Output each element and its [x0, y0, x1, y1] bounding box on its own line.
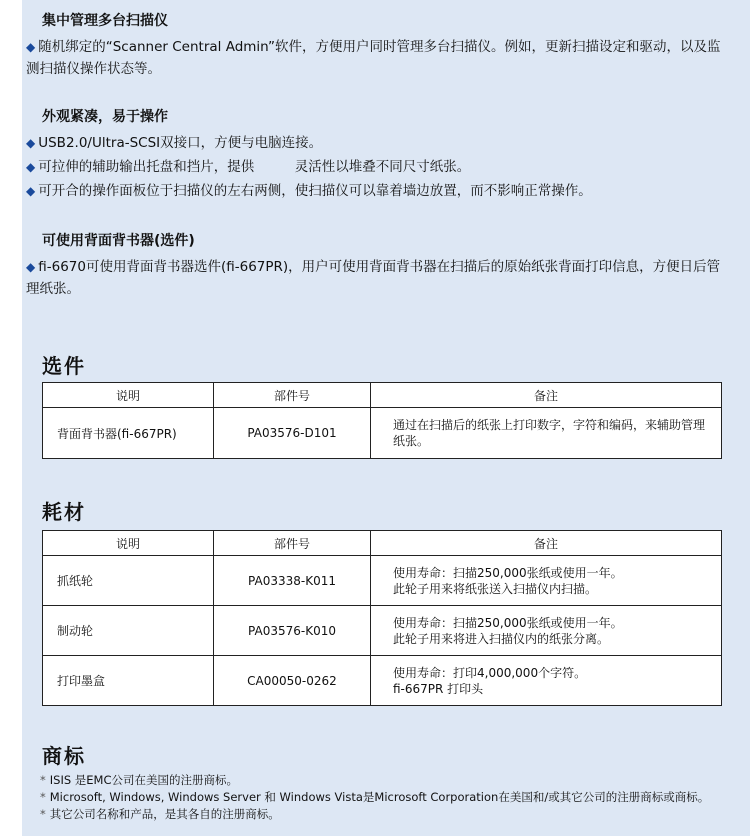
- part-cell: PA03576-K010: [214, 606, 371, 656]
- notes-cell: 使用寿命：打印4,000,000个字符。 fi-667PR 打印头: [371, 656, 722, 706]
- diamond-bullet-icon: ◆: [26, 136, 36, 150]
- feature-bullet: ◆ 随机绑定的“Scanner Central Admin”软件，方便用户同时管理多台扫描仪。例如，更新扫描设定和驱动，以及监测扫描仪操作状态等。: [26, 39, 721, 77]
- column-header: 说明: [43, 383, 214, 408]
- trademark-item: * Microsoft, Windows, Windows Server 和 Windows Vista是Microsoft Corporation在美国和/或其它公司的注册商标或商标。: [40, 790, 710, 804]
- asterisk-bullet-icon: *: [40, 773, 46, 787]
- table-header-row: [43, 531, 722, 556]
- diamond-bullet-icon: ◆: [26, 40, 36, 54]
- column-header: 备注: [371, 531, 722, 556]
- part-cell: PA03576-D101: [214, 408, 371, 459]
- column-header: 部件号: [214, 531, 371, 556]
- notes-cell: 使用寿命：扫描250,000张纸或使用一年。 此轮子用来将纸张送入扫描仪内扫描。: [371, 556, 722, 606]
- consumables-title: 耗材: [42, 500, 86, 524]
- part-cell: CA00050-0262: [214, 656, 371, 706]
- diamond-bullet-icon: ◆: [26, 184, 36, 198]
- desc-cell: 抓纸轮: [43, 556, 214, 606]
- trademark-item: * 其它公司名称和产品，是其各自的注册商标。: [40, 807, 280, 821]
- column-header: 部件号: [214, 383, 371, 408]
- options-table: [42, 382, 722, 459]
- desc-cell: 制动轮: [43, 606, 214, 656]
- feature-heading: 外观紧凑，易于操作: [42, 109, 168, 125]
- notes-cell: 通过在扫描后的纸张上打印数字，字符和编码，来辅助管理纸张。: [371, 408, 722, 459]
- feature-heading: 集中管理多台扫描仪: [42, 13, 168, 29]
- table-row: [43, 656, 722, 706]
- feature-bullet: ◆ 可拉伸的辅助输出托盘和挡片，提供 灵活性以堆叠不同尺寸纸张。: [26, 159, 471, 175]
- asterisk-bullet-icon: *: [40, 807, 46, 821]
- feature-heading: 可使用背面背书器(选件): [42, 233, 195, 249]
- table-row: [43, 408, 722, 459]
- diamond-bullet-icon: ◆: [26, 260, 36, 274]
- column-header: 说明: [43, 531, 214, 556]
- notes-cell: 使用寿命：扫描250,000张纸或使用一年。 此轮子用来将进入扫描仪内的纸张分离。: [371, 606, 722, 656]
- trademarks-title: 商标: [42, 744, 86, 768]
- diamond-bullet-icon: ◆: [26, 160, 36, 174]
- asterisk-bullet-icon: *: [40, 790, 46, 804]
- desc-cell: 打印墨盒: [43, 656, 214, 706]
- table-header-row: [43, 383, 722, 408]
- feature-bullet: ◆ USB2.0/Ultra-SCSI双接口，方便与电脑连接。: [26, 135, 323, 151]
- feature-bullet: ◆ fi-6670可使用背面背书器选件(fi-667PR)，用户可使用背面背书器在扫描后的原始纸张背面打印信息，方便日后管理纸张。: [26, 259, 721, 297]
- options-title: 选件: [42, 354, 86, 378]
- table-row: [43, 606, 722, 656]
- table-row: [43, 556, 722, 606]
- part-cell: PA03338-K011: [214, 556, 371, 606]
- desc-cell: 背面背书器(fi-667PR): [43, 408, 214, 459]
- consumables-table: [42, 530, 722, 706]
- column-header: 备注: [371, 383, 722, 408]
- feature-bullet: ◆ 可开合的操作面板位于扫描仪的左右两侧，使扫描仪可以靠着墙边放置，而不影响正常操作。: [26, 183, 592, 199]
- trademark-item: * ISIS 是EMC公司在美国的注册商标。: [40, 773, 239, 787]
